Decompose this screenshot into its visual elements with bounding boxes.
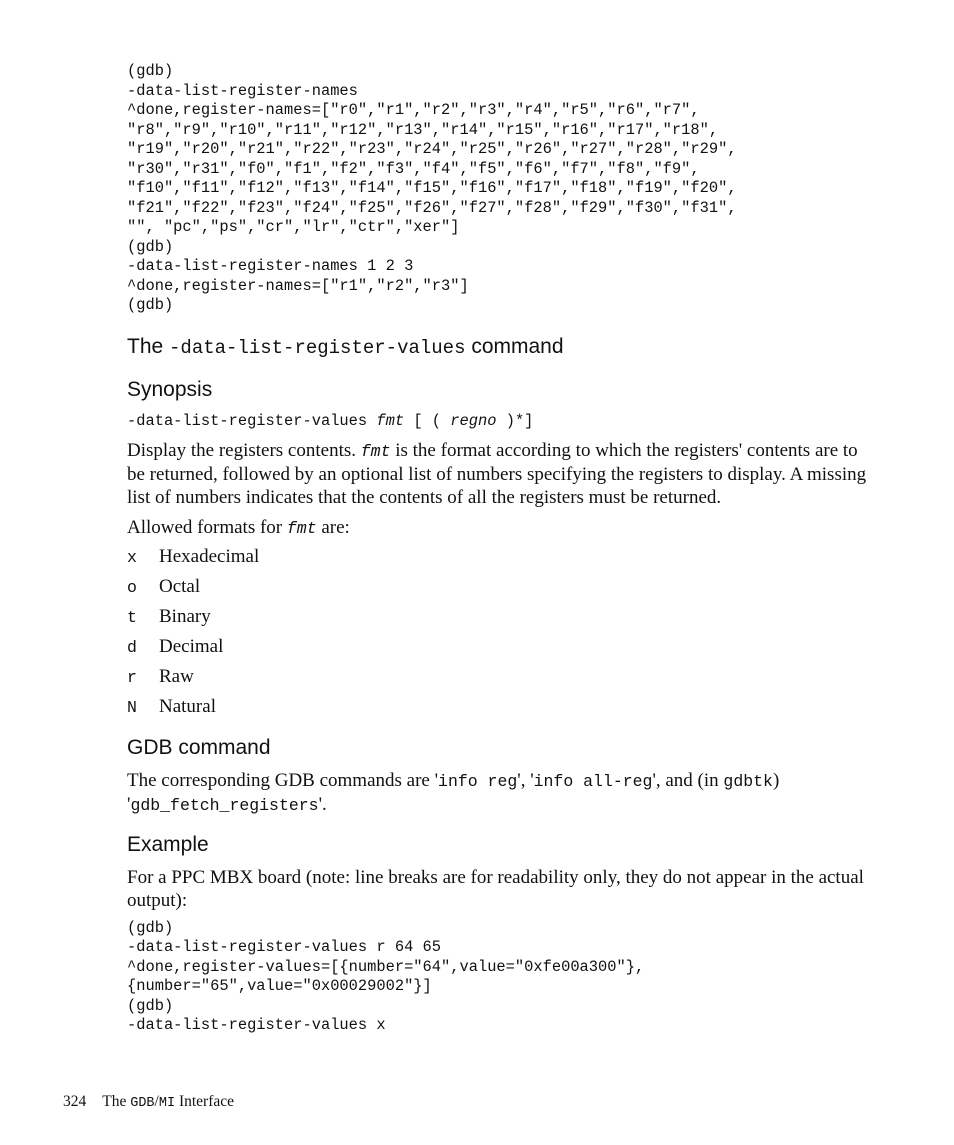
description-part1: Display the registers contents. — [127, 439, 361, 461]
format-code: d — [127, 638, 137, 658]
gdb-command-part6: '. — [318, 793, 327, 815]
example-intro: For a PPC MBX board (note: line breaks are for readability only, they do not appear in the actual output): — [127, 866, 864, 911]
format-label: Raw — [159, 666, 194, 688]
formats-intro-fmt: fmt — [286, 518, 317, 538]
footer-title-suffix: Interface — [175, 1093, 234, 1110]
gdb-command-heading: GDB command — [127, 735, 271, 759]
example-heading: Example — [127, 832, 209, 856]
footer-slash: / — [154, 1093, 159, 1110]
format-label: Natural — [159, 696, 216, 718]
gdb-command-cmd3: gdb_fetch_registers — [130, 795, 319, 815]
footer-gdb: GDB — [130, 1096, 155, 1111]
page-content — [127, 62, 867, 1036]
format-item — [127, 576, 867, 606]
description-paragraph — [127, 439, 867, 509]
code-block-register-names: (gdb) -data-list-register-names ^done,register-names=["r0","r1","r2","r3","r4","r5","r6","r7", "r8","r9","r10","r11","r12","r13","r14","r15","r16","r17","r18", "r19","r20","r21","r22","r23","r24","r25","r26","r27","r28","r29", "r30","r31","f0","f1","f2","f3","f4","f5","f6","f7","f8","f9", "f10","f11","f12","f13","f14","f15","f16","f17","f18","f19","f20", "f21","f22","f23","f24","f25","f26","f27","f28","f29","f30","f31", "", "pc","ps","cr","lr","ctr","xer"] (gdb) -data-list-register-names 1 2 3 ^done,register-names=["r1","r2","r3"] (gdb) — [127, 62, 737, 314]
format-code: t — [127, 607, 137, 627]
section-heading-command: -data-list-register-values — [169, 336, 466, 359]
format-item — [127, 636, 867, 666]
synopsis-arg-regno: regno — [450, 411, 497, 430]
gdb-command-part4: ) — [772, 769, 780, 791]
section-heading-suffix: command — [465, 334, 564, 358]
footer-mi: MI — [158, 1096, 176, 1111]
gdb-command-paragraph — [127, 769, 867, 817]
format-code: N — [127, 698, 137, 718]
description-fmt: fmt — [360, 441, 391, 461]
format-code: o — [127, 577, 137, 597]
synopsis-command: -data-list-register-values — [127, 411, 377, 430]
format-code: r — [127, 668, 137, 688]
format-item — [127, 606, 867, 636]
code-block-example: (gdb) -data-list-register-values r 64 65 ^done,register-values=[{number="64",value="0xfe00a300"}, {number="65",value="0x00029002"}] (gdb) -data-list-register-values x — [127, 918, 645, 1035]
gdb-command-cmd1: info reg — [438, 771, 518, 791]
footer-title-prefix: The — [102, 1093, 131, 1110]
formats-list — [127, 546, 867, 727]
synopsis-bracket-open: [ ( — [404, 411, 451, 430]
format-label: Hexadecimal — [159, 545, 260, 567]
page-footer — [63, 1093, 234, 1111]
synopsis-line — [127, 411, 867, 431]
page-number: 324 — [63, 1093, 87, 1110]
formats-intro-part1: Allowed formats for — [127, 516, 287, 538]
gdb-command-part1: The corresponding GDB commands are ' — [127, 769, 439, 791]
formats-intro — [127, 516, 867, 540]
section-heading-prefix: The — [127, 334, 170, 358]
section-heading — [127, 334, 867, 361]
format-label: Octal — [159, 575, 201, 597]
gdb-command-part2: ', ' — [517, 769, 534, 791]
gdb-command-tool: gdbtk — [723, 771, 773, 791]
synopsis-bracket-close: )*] — [496, 411, 534, 430]
synopsis-arg-fmt: fmt — [376, 411, 405, 430]
format-item — [127, 546, 867, 576]
gdb-command-part5: ' — [127, 793, 131, 815]
format-label: Binary — [159, 605, 211, 627]
gdb-command-part3: ', and (in — [652, 769, 724, 791]
format-item — [127, 696, 867, 726]
formats-intro-part2: are: — [316, 516, 350, 538]
format-label: Decimal — [159, 636, 224, 658]
synopsis-heading: Synopsis — [127, 377, 213, 401]
description-part2: is the format according to which the registers' contents are to be returned, followed by an optional list of numbers specifying the registers to display. A missing list of numbers indicates that the contents of all the registers must be returned. — [127, 439, 867, 508]
gdb-command-cmd2: info all-reg — [533, 771, 653, 791]
format-code: x — [127, 547, 137, 567]
format-item — [127, 666, 867, 696]
